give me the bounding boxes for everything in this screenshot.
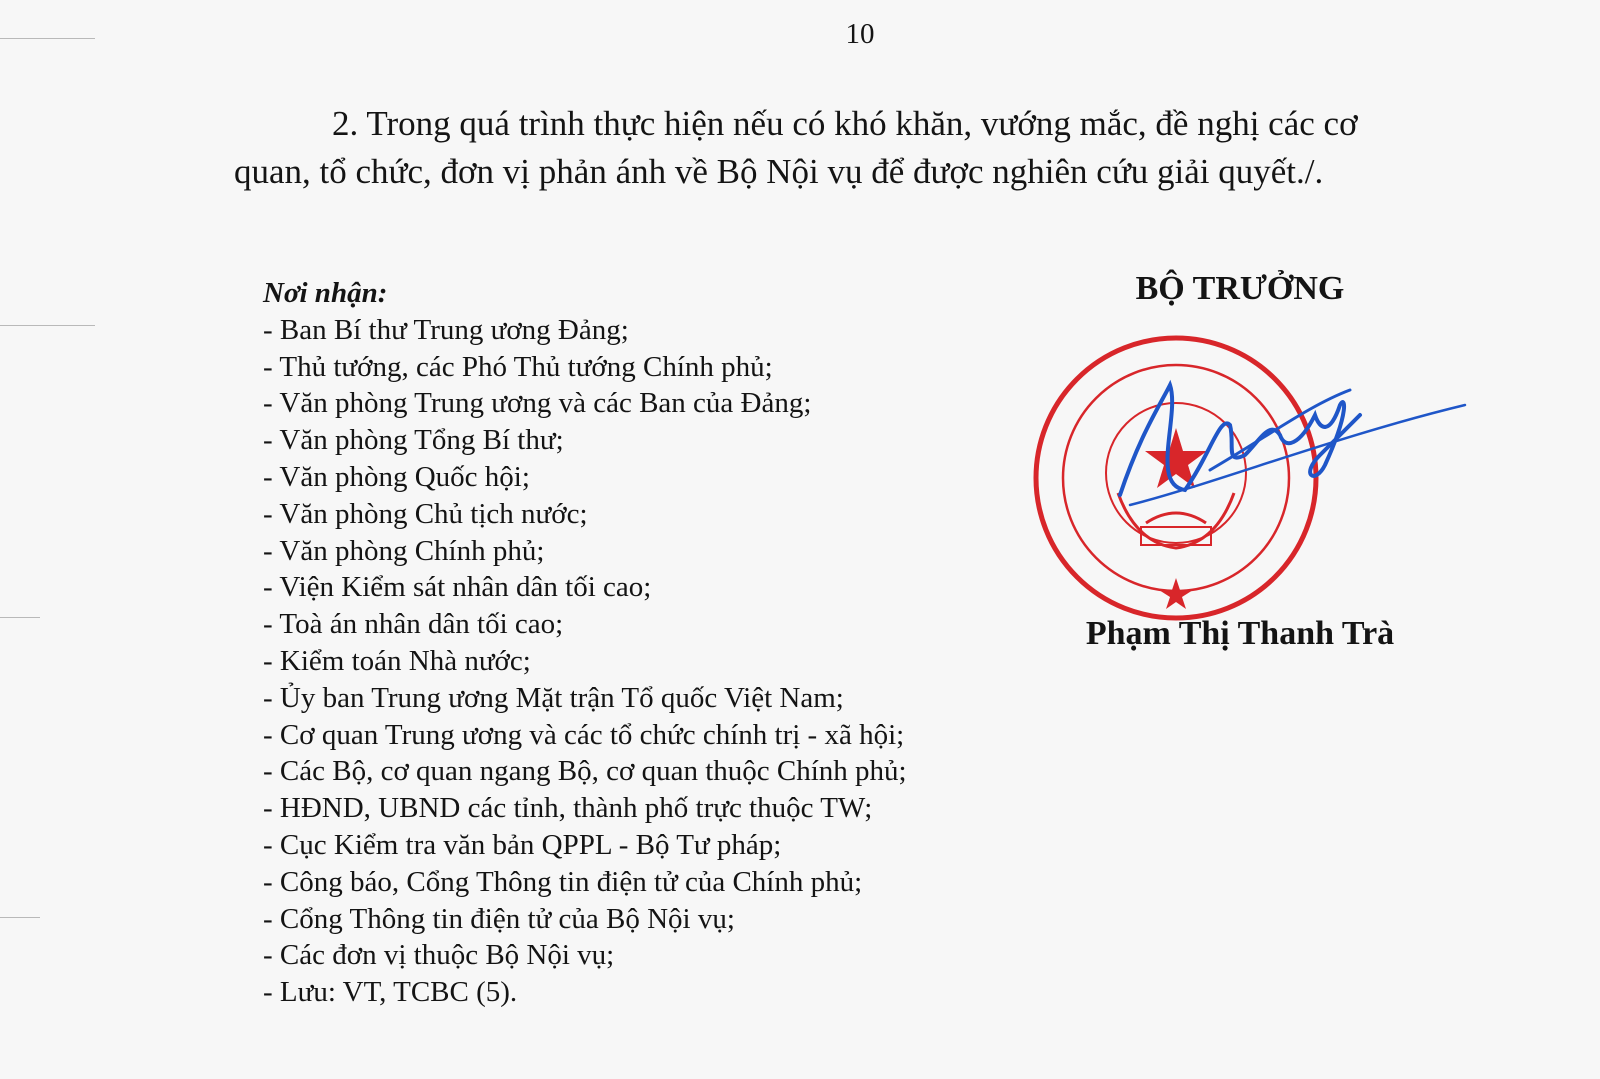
recipients-list — [263, 312, 983, 1011]
scan-artifact — [0, 917, 40, 918]
recipient-item: - Văn phòng Chủ tịch nước; — [263, 497, 588, 530]
scan-artifact — [0, 617, 40, 618]
recipient-item: - Ủy ban Trung ương Mặt trận Tổ quốc Việt Nam; — [263, 681, 844, 714]
recipient-item: - Các đơn vị thuộc Bộ Nội vụ; — [263, 939, 615, 972]
recipient-item: - Ban Bí thư Trung ương Đảng; — [263, 313, 629, 346]
recipients-block — [263, 275, 983, 1011]
paragraph-line: quan, tổ chức, đơn vị phản ánh về Bộ Nội vụ để được nghiên cứu giải quyết./. — [234, 152, 1324, 191]
recipient-item: - Cổng Thông tin điện tử của Bộ Nội vụ; — [263, 902, 735, 935]
closing-paragraph — [234, 100, 1474, 196]
recipient-item: - Toà án nhân dân tối cao; — [263, 608, 564, 641]
signer-title: BỘ TRƯỞNG — [1135, 270, 1345, 307]
recipient-item: - Văn phòng Trung ương và các Ban của Đảng; — [263, 387, 812, 420]
emblem-gear-icon — [1146, 513, 1206, 523]
recipient-item: - Lưu: VT, TCBC (5). — [263, 976, 518, 1009]
recipient-item: - Cục Kiểm tra văn bản QPPL - Bộ Tư pháp; — [263, 828, 782, 861]
recipient-item: - Văn phòng Tổng Bí thư; — [263, 424, 564, 457]
recipient-item: - Cơ quan Trung ương và các tổ chức chính trị - xã hội; — [263, 718, 905, 751]
recipient-item: - Thủ tướng, các Phó Thủ tướng Chính phủ; — [263, 350, 773, 383]
signer-name: Phạm Thị Thanh Trà — [1085, 615, 1395, 652]
recipient-item: - HĐND, UBND các tỉnh, thành phố trực thuộc TW; — [263, 792, 873, 825]
paragraph-line: 2. Trong quá trình thực hiện nếu có khó khăn, vướng mắc, đề nghị các cơ — [332, 104, 1358, 143]
handwritten-signature — [1190, 375, 1535, 505]
signature-block — [1030, 270, 1450, 650]
recipient-item: - Kiểm toán Nhà nước; — [263, 644, 531, 677]
recipient-item: - Văn phòng Chính phủ; — [263, 534, 545, 567]
recipient-item: - Văn phòng Quốc hội; — [263, 460, 530, 493]
recipient-item: - Công báo, Cổng Thông tin điện tử của Chính phủ; — [263, 865, 863, 898]
seal-bottom-star-icon — [1159, 578, 1193, 609]
page-number: 10 — [845, 18, 875, 50]
recipient-item: - Viện Kiểm sát nhân dân tối cao; — [263, 571, 652, 604]
scan-artifact — [0, 325, 95, 326]
recipients-title: Nơi nhận: — [263, 277, 388, 309]
recipient-item: - Các Bộ, cơ quan ngang Bộ, cơ quan thuộc Chính phủ; — [263, 755, 907, 788]
